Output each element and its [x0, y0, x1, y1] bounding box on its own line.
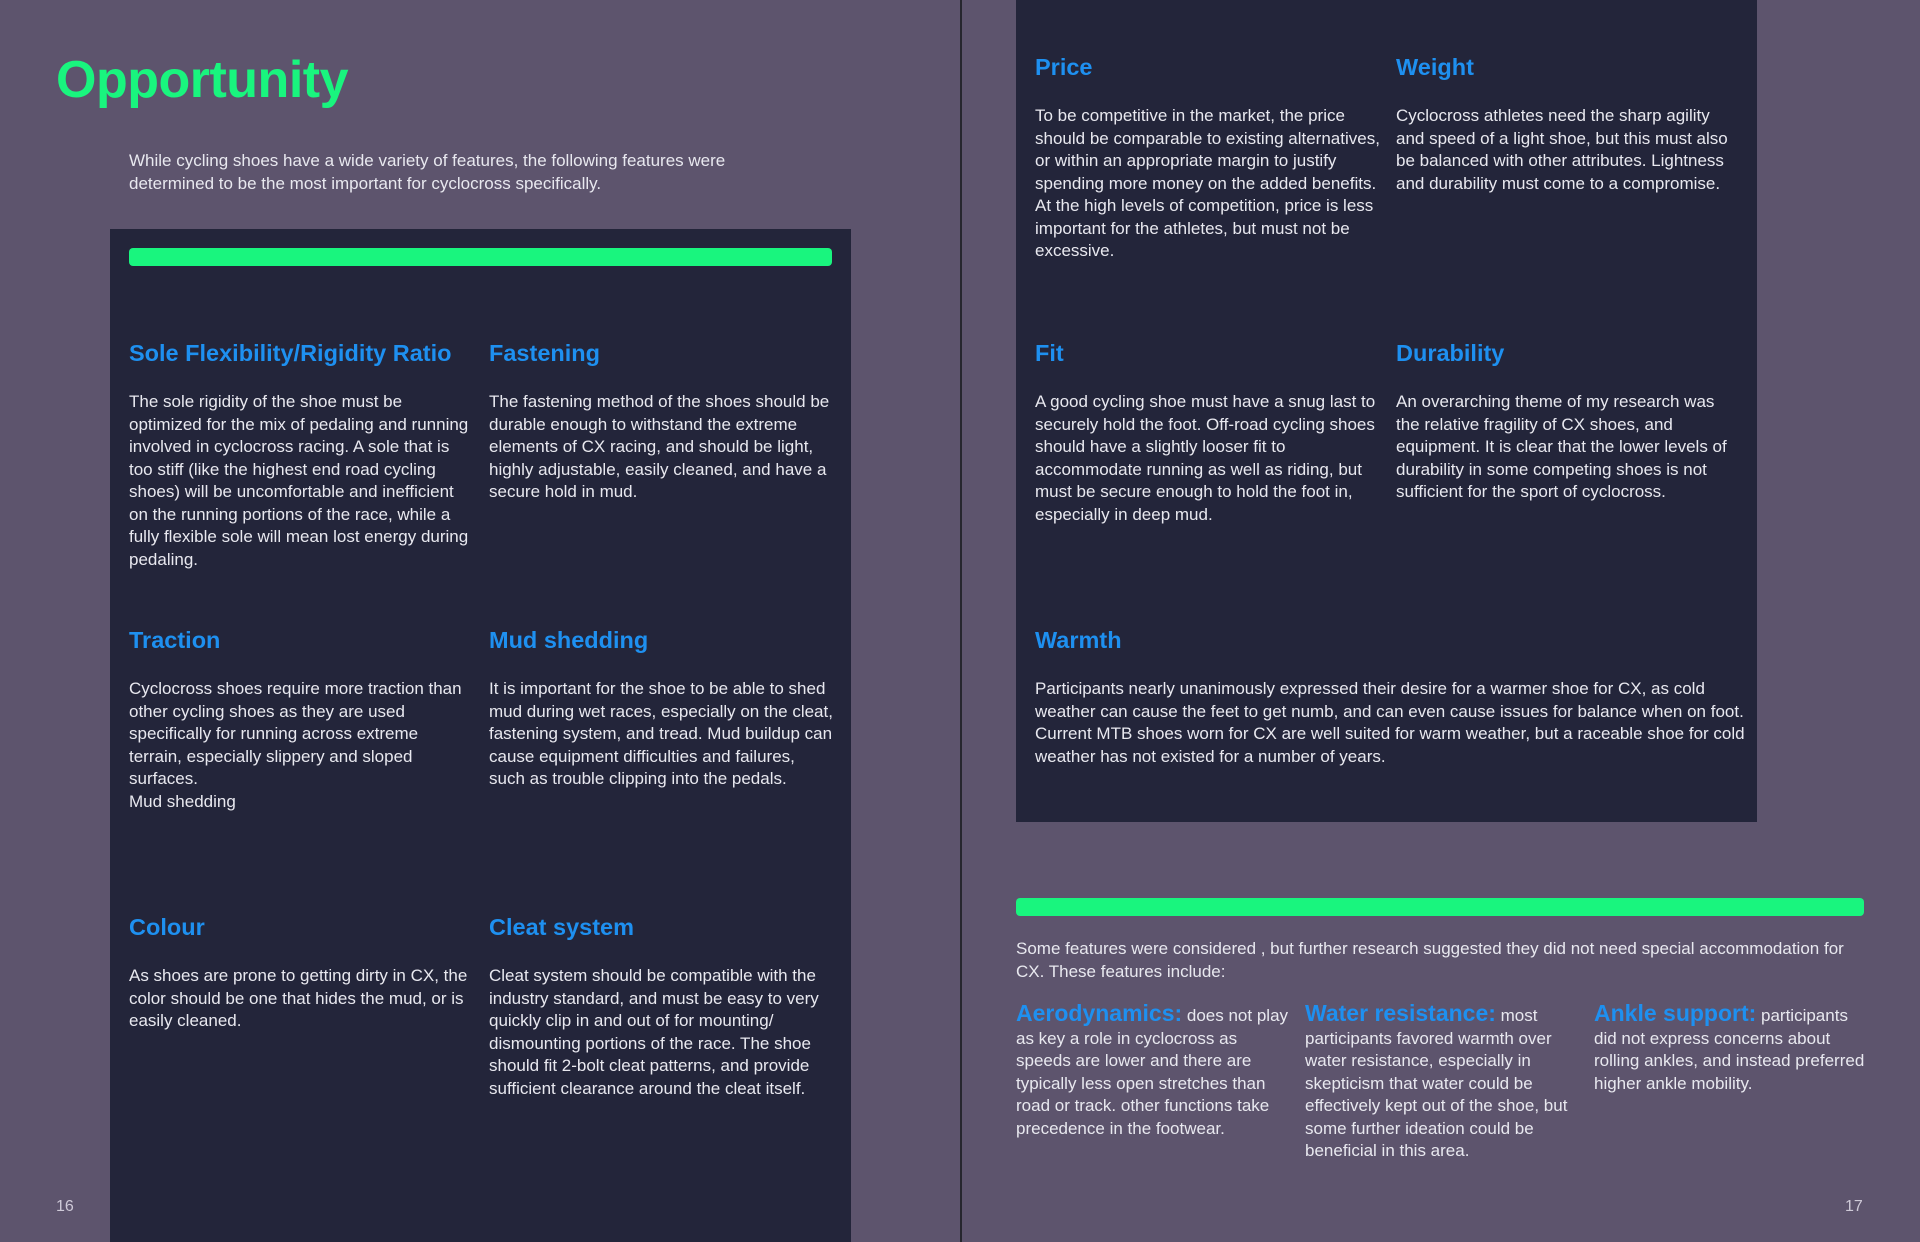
- feature-heading: Sole Flexibility/Rigidity Ratio: [129, 340, 452, 366]
- minor-feature-water-resistance: [1305, 1002, 1585, 1163]
- feature-body: It is important for the shoe to be able to shed mud during wet races, especially on the cleat, fastening system, and tread. Mud buildup can cause equipment difficulties and failures, such as trouble clipping into the pedals.: [489, 679, 833, 788]
- feature-heading: Colour: [129, 914, 205, 940]
- accent-bar: [129, 248, 832, 266]
- minor-feature-keyword: Water resistance:: [1305, 1000, 1496, 1026]
- feature-heading: Warmth: [1035, 627, 1122, 653]
- feature-heading: Cleat system: [489, 914, 634, 940]
- page-number-right: 17: [1845, 1198, 1863, 1215]
- page-number-left: 16: [56, 1198, 74, 1215]
- feature-price: [1035, 54, 1380, 263]
- accent-bar: [1016, 898, 1864, 916]
- feature-weight: [1396, 54, 1741, 195]
- feature-sole-flexibility: [129, 340, 474, 571]
- feature-body: Cyclocross shoes require more traction than other cycling shoes as they are used specifically for running across extreme terrain, especially slippery and sloped surfaces. Mud shedding: [129, 679, 462, 811]
- minor-feature-text: participants did not express concerns about rolling ankles, and instead preferred higher ankle mobility.: [1594, 1006, 1865, 1093]
- feature-fit: [1035, 340, 1380, 526]
- minor-feature-ankle-support: [1594, 1002, 1874, 1095]
- feature-body: Cleat system should be compatible with the industry standard, and must be easy to very quickly clip in and out of for mounting/ dismounting portions of the race. The shoe should fit 2-bolt cleat patterns, and provide sufficient clearance around the cleat itself.: [489, 966, 819, 1098]
- minor-feature-keyword: Ankle support:: [1594, 1000, 1757, 1026]
- feature-heading: Fastening: [489, 340, 600, 366]
- feature-warmth: [1035, 627, 1745, 768]
- feature-durability: [1396, 340, 1741, 504]
- feature-body: A good cycling shoe must have a snug last to securely hold the foot. Off-road cycling shoes should have a slightly looser fit to accommodate running as well as riding, but must be secure enough to hold the foot in, especially in deep mud.: [1035, 392, 1376, 524]
- minor-feature-text: most participants favored warmth over water resistance, especially in skepticism that water could be effectively kept out of the shoe, but some further ideation could be beneficial in this area.: [1305, 1006, 1568, 1160]
- minor-features-summary: Some features were considered , but further research suggested they did not need special accommodation for CX. These features include:: [1016, 939, 1844, 981]
- feature-heading: Weight: [1396, 54, 1474, 80]
- minor-feature-text: does not play as key a role in cyclocross as speeds are lower and there are typically less open stretches than road or track. other functions take precedence in the footwear.: [1016, 1006, 1289, 1138]
- feature-heading: Mud shedding: [489, 627, 649, 653]
- feature-body: As shoes are prone to getting dirty in CX, the color should be one that hides the mud, or is easily cleaned.: [129, 966, 468, 1030]
- intro-text: While cycling shoes have a wide variety of features, the following features were determined to be the most important for cyclocross specifically.: [129, 151, 726, 193]
- feature-body: The sole rigidity of the shoe must be optimized for the mix of pedaling and running involved in cyclocross racing. A sole that is too stiff (like the highest end road cycling shoes) will be uncomfortable and inefficient on the running portions of the race, while a fully flexible sole will mean lost energy during pedaling.: [129, 392, 469, 569]
- feature-body: To be competitive in the market, the price should be comparable to existing alternatives, or within an appropriate margin to justify spending more money on the added benefits. At the high levels of competition, price is less important for the athletes, but must not be excessive.: [1035, 106, 1380, 260]
- feature-traction: [129, 627, 474, 813]
- feature-cleat-system: [489, 914, 834, 1100]
- feature-heading: Durability: [1396, 340, 1505, 366]
- feature-fastening: [489, 340, 834, 504]
- feature-heading: Traction: [129, 627, 221, 653]
- feature-body: Participants nearly unanimously expressed their desire for a warmer shoe for CX, as cold weather can cause the feet to get numb, and can even cause issues for balance when on foot. Current MTB shoes worn for CX are well suited for warm weather, but a raceable shoe for cold weather has not existed for a number of years.: [1035, 679, 1745, 766]
- feature-mud-shedding: [489, 627, 834, 791]
- minor-feature-keyword: Aerodynamics:: [1016, 1000, 1183, 1026]
- feature-body: The fastening method of the shoes should be durable enough to withstand the extreme elements of CX racing, and should be light, highly adjustable, easily cleaned, and have a secure hold in mud.: [489, 392, 830, 501]
- feature-colour: [129, 914, 474, 1033]
- feature-heading: Price: [1035, 54, 1093, 80]
- page-spine: [960, 0, 962, 1242]
- feature-body: Cyclocross athletes need the sharp agility and speed of a light shoe, but this must also be balanced with other attributes. Lightness and durability must come to a compromise.: [1396, 106, 1728, 193]
- feature-heading: Fit: [1035, 340, 1064, 366]
- page-title: Opportunity: [56, 51, 349, 109]
- feature-body: An overarching theme of my research was the relative fragility of CX shoes, and equipment. It is clear that the lower levels of durability in some competing shoes is not sufficient for the sport of cyclocross.: [1396, 392, 1727, 501]
- minor-feature-aerodynamics: [1016, 1002, 1296, 1140]
